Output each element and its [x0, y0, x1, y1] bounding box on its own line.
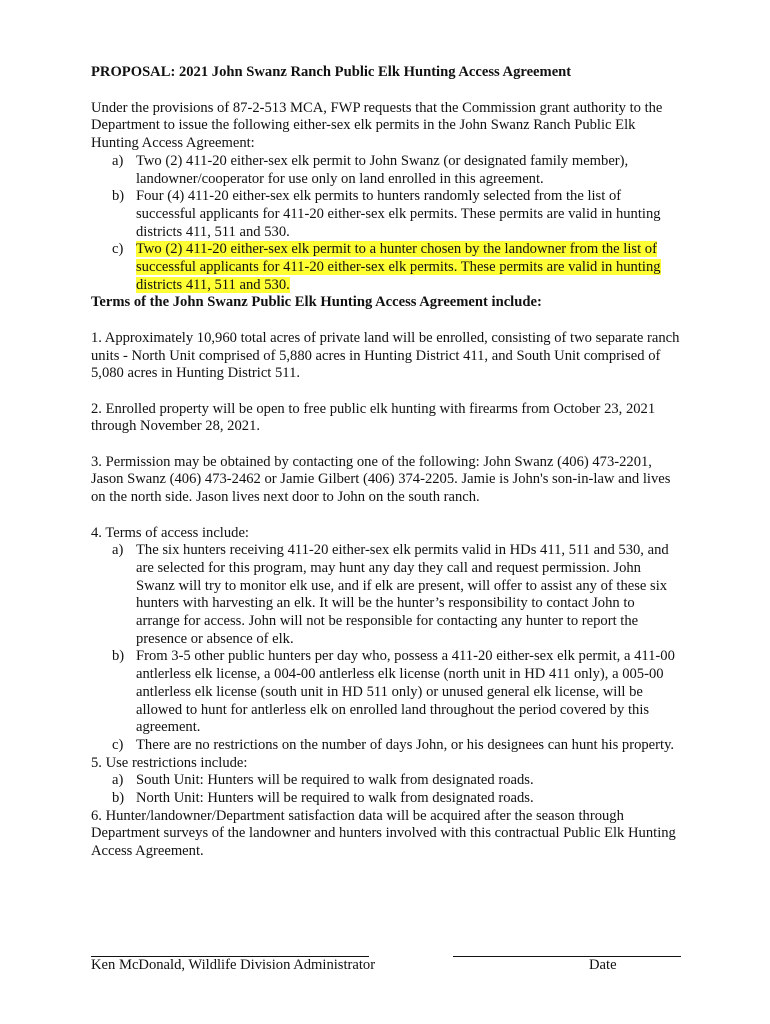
- list-marker: c): [112, 736, 124, 753]
- intro-list: [91, 153, 680, 295]
- list-marker: b): [112, 648, 125, 665]
- term-2: 2. Enrolled property will be open to free public elk hunting with firearms from October 23, 2021 through November 28, 2021.: [91, 400, 656, 435]
- term-3: 3. Permission may be obtained by contacting one of the following: John Swanz (406) 473-2201, Jason Swanz (406) 473-2462 or Jamie Gilbert (406) 374-2205. Jamie is John's son-in-law and lives on the north side. Jason lives next door to John on the south ranch.: [91, 453, 671, 506]
- highlighted-text: Two (2) 411-20 either-sex elk permit to a hunter chosen by the landowner from the list of successful applicants for 411-20 either-sex elk permits. These permits are valid in hunting districts 411, 511 and 530.: [136, 241, 661, 293]
- signatory-name: Ken McDonald, Wildlife Division Administrator: [91, 957, 376, 973]
- list-item-text: North Unit: Hunters will be required to walk from designated roads.: [136, 790, 534, 807]
- list-marker: a): [112, 542, 124, 559]
- term-4-list: [91, 542, 680, 754]
- list-marker: b): [112, 790, 125, 807]
- list-item-text: From 3-5 other public hunters per day who, possess a 411-20 either-sex elk permit, a 411-00 antlerless elk license, a 004-00 antlerless elk license (north unit in HD 411 only), a 005-00 antlerless elk license (south unit in HD 511 only) or unused general elk license, will be allowed to hunt for antlerless elk on enrolled land throughout the period covered by this agreement.: [136, 648, 675, 736]
- list-item-text: Four (4) 411-20 either-sex elk permits to hunters randomly selected from the list of successful applicants for 411-20 either-sex elk permits. These permits are valid in hunting districts 411, 511 and 530.: [136, 188, 661, 240]
- list-item-text: There are no restrictions on the number of days John, or his designees can hunt his property.: [136, 736, 675, 753]
- intro-paragraph: Under the provisions of 87-2-513 MCA, FWP requests that the Commission grant authority to the Department to issue the following either-sex elk permits in the John Swanz Ranch Public Elk Hunting Access Agreement:: [91, 99, 663, 152]
- term-4-heading: 4. Terms of access include:: [91, 524, 249, 541]
- list-item: [91, 153, 680, 188]
- list-item: [91, 188, 680, 241]
- signature-block: [91, 938, 680, 978]
- list-marker: b): [112, 188, 125, 205]
- list-item-highlighted: [91, 241, 680, 294]
- list-item: [91, 648, 680, 737]
- list-marker: c): [112, 241, 124, 258]
- list-item: [91, 737, 680, 755]
- term-6: 6. Hunter/landowner/Department satisfaction data will be acquired after the season through Department surveys of the landowner and hunters involved with this contractual Public Elk Hunting Access Agreement.: [91, 807, 676, 860]
- list-item-text: Two (2) 411-20 either-sex elk permit to John Swanz (or designated family member), landowner/cooperator for use only on land enrolled in this agreement.: [136, 152, 629, 187]
- date-label: Date: [589, 957, 617, 973]
- list-marker: a): [112, 152, 124, 169]
- term-5-list: [91, 772, 680, 807]
- term-1: 1. Approximately 10,960 total acres of private land will be enrolled, consisting of two separate ranch units - North Unit comprised of 5,880 acres in Hunting District 411, and South Unit comprised of 5,080 acres in Hunting District 511.: [91, 329, 680, 382]
- list-item-text: The six hunters receiving 411-20 either-sex elk permits valid in HDs 411, 511 and 530, and are selected for this program, may hunt any day they call and request permission. John Swanz will try to monitor elk use, and if elk are present, will offer to assist any of these six hunters with harvesting an elk. It will be the hunter’s responsibility to contact John to arrange for access. John will not be responsible for contacting any hunter to report the presence or absence of elk.: [136, 542, 669, 647]
- document-title: PROPOSAL: 2021 John Swanz Ranch Public Elk Hunting Access Agreement: [91, 64, 572, 80]
- list-item: [91, 772, 680, 790]
- list-item: [91, 542, 680, 648]
- date-line: [453, 956, 681, 957]
- list-item-text: South Unit: Hunters will be required to walk from designated roads.: [136, 772, 534, 789]
- list-item: [91, 790, 680, 808]
- term-5-heading: 5. Use restrictions include:: [91, 754, 248, 771]
- terms-heading: Terms of the John Swanz Public Elk Hunting Access Agreement include:: [91, 294, 542, 311]
- list-marker: a): [112, 772, 124, 789]
